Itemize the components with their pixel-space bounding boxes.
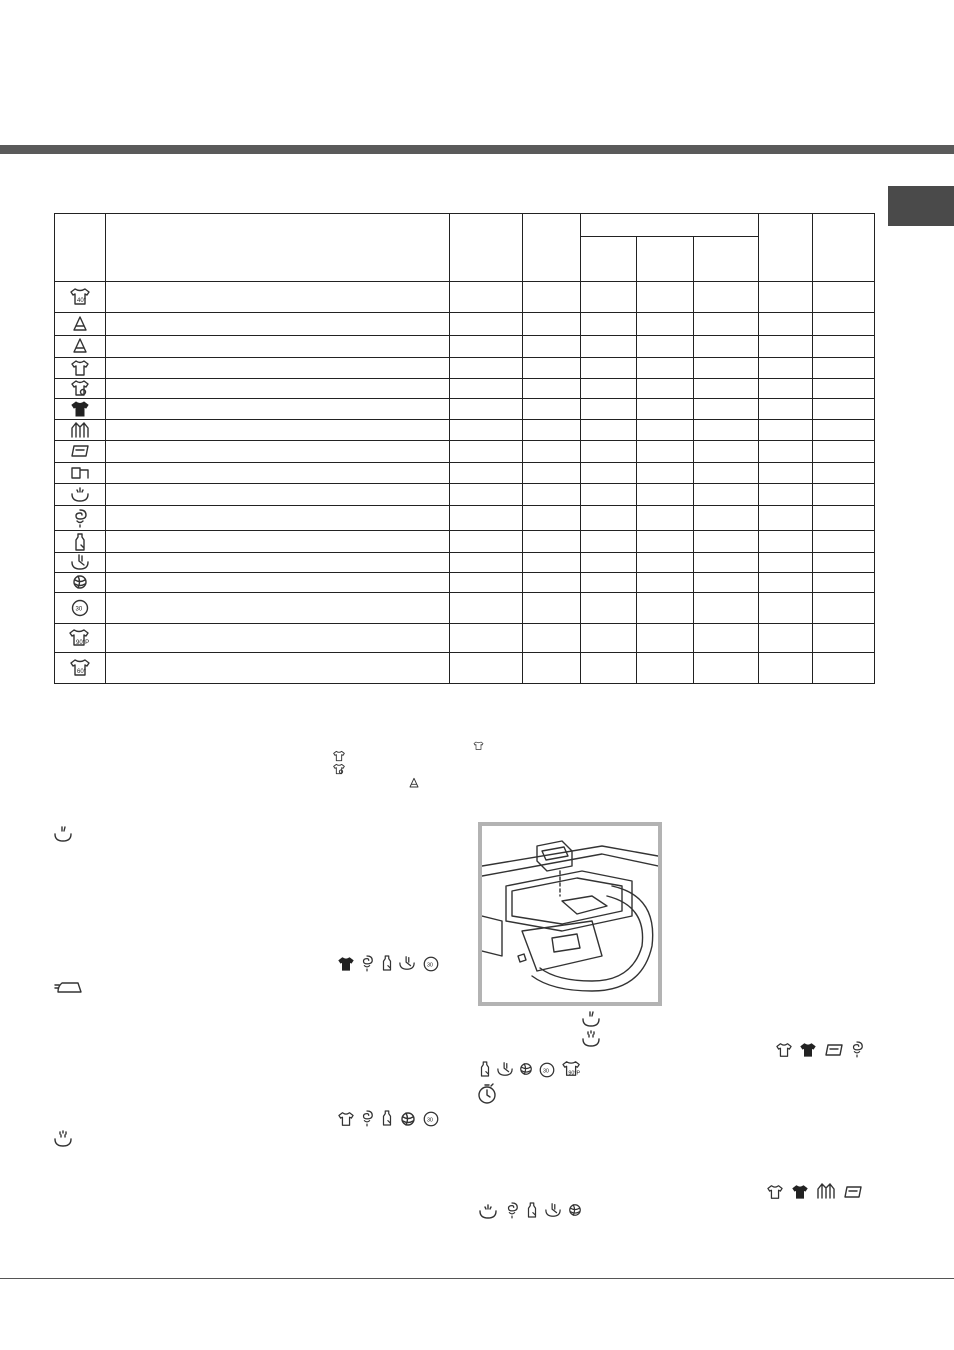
table-row	[55, 593, 875, 624]
table-row	[55, 336, 875, 358]
table-row	[55, 463, 875, 484]
subheader-cell	[581, 237, 637, 282]
table-row	[55, 506, 875, 531]
header-cell	[759, 214, 813, 282]
iron-icon	[54, 980, 84, 994]
detergent-ball-icon	[568, 1203, 582, 1217]
svg-text:30: 30	[426, 962, 433, 969]
tshirt-40-icon	[55, 282, 106, 313]
delicate-hand-wash-icon	[398, 955, 416, 971]
header-cell-programme	[106, 214, 450, 282]
svg-text:30: 30	[426, 1117, 433, 1124]
wool-icon	[408, 777, 420, 789]
svg-text:30: 30	[542, 1068, 549, 1075]
delicate-hand-wash-icon	[55, 553, 106, 573]
dark-tshirt-icon	[338, 956, 354, 972]
subheader-cell	[637, 237, 694, 282]
tshirt-icon	[333, 750, 345, 762]
dispenser-illustration	[478, 822, 662, 1006]
table-row	[55, 484, 875, 506]
spin-icon	[505, 1201, 519, 1219]
spin-icon	[360, 1109, 374, 1127]
dark-tshirt-icon	[792, 1184, 808, 1200]
prewash-basin-icon	[581, 1010, 601, 1028]
top-header-bar	[0, 145, 954, 154]
table-row	[55, 282, 875, 313]
tshirt-icon	[776, 1042, 792, 1058]
tshirt-90p-icon	[55, 624, 106, 653]
table-row	[55, 573, 875, 593]
tshirt-stain-icon	[55, 379, 106, 399]
drain-bottle-icon	[380, 1109, 394, 1127]
timer-icon	[477, 1083, 497, 1105]
header-cell	[813, 214, 875, 282]
tshirt-icon	[338, 1111, 354, 1127]
tshirt-stain-icon	[333, 763, 345, 775]
drain-bottle-icon	[525, 1201, 539, 1219]
prewash-basin-icon	[53, 825, 73, 843]
drain-bottle-icon	[55, 531, 106, 553]
duvet-icon	[55, 441, 106, 463]
detergent-ball-icon	[519, 1062, 533, 1076]
mixed-30-icon	[538, 1061, 556, 1079]
duvet-icon	[55, 463, 106, 484]
header-cell-icon	[55, 214, 106, 282]
mixed-30-icon	[422, 955, 440, 973]
svg-text:90°P: 90°P	[76, 640, 90, 646]
table-row	[55, 441, 875, 463]
wool-icon	[55, 336, 106, 358]
table-header-row	[55, 214, 875, 237]
table-row	[55, 420, 875, 441]
header-cell	[523, 214, 581, 282]
drain-bottle-icon	[478, 1060, 492, 1078]
tshirt-icon	[55, 358, 106, 379]
prewash-basin-icon	[581, 1030, 601, 1048]
rinse-basin-icon	[55, 484, 106, 506]
svg-text:60°: 60°	[77, 669, 87, 675]
spin-icon	[360, 954, 374, 972]
header-cell	[450, 214, 523, 282]
shirt-icon	[816, 1183, 836, 1199]
delicate-hand-wash-icon	[544, 1202, 562, 1218]
table-row	[55, 553, 875, 573]
language-side-tab	[888, 186, 954, 226]
table-row	[55, 313, 875, 336]
detergent-ball-icon	[55, 573, 106, 593]
mixed-30-icon	[55, 593, 106, 624]
svg-text:90°P: 90°P	[568, 1070, 581, 1077]
header-group-cell	[581, 214, 759, 237]
drain-bottle-icon	[380, 954, 394, 972]
shirt-icon	[55, 420, 106, 441]
tshirt-icon	[767, 1184, 783, 1200]
svg-text:30: 30	[75, 606, 83, 613]
wool-icon	[55, 313, 106, 336]
delicate-hand-wash-icon	[496, 1061, 514, 1077]
tshirt-60-icon	[55, 653, 106, 684]
duvet-icon	[824, 1043, 844, 1057]
footer-rule	[0, 1278, 954, 1279]
rinse-basin-icon	[478, 1203, 498, 1219]
tshirt-90p-icon	[473, 740, 485, 752]
mixed-30-icon	[422, 1110, 440, 1128]
table-row	[55, 379, 875, 399]
tshirt-90p-icon	[561, 1060, 583, 1078]
detergent-ball-icon	[400, 1111, 416, 1127]
dark-tshirt-icon	[800, 1042, 816, 1058]
programme-table	[54, 213, 875, 684]
duvet-icon	[843, 1185, 863, 1199]
table-row	[55, 653, 875, 684]
table-row	[55, 358, 875, 379]
dark-tshirt-icon	[55, 399, 106, 420]
spin-icon	[850, 1040, 864, 1058]
table-row	[55, 624, 875, 653]
spin-icon	[55, 506, 106, 531]
table-row	[55, 399, 875, 420]
subheader-cell	[694, 237, 759, 282]
prewash-basin-icon	[53, 1130, 73, 1148]
svg-text:40°: 40°	[77, 298, 87, 304]
table-row	[55, 531, 875, 553]
